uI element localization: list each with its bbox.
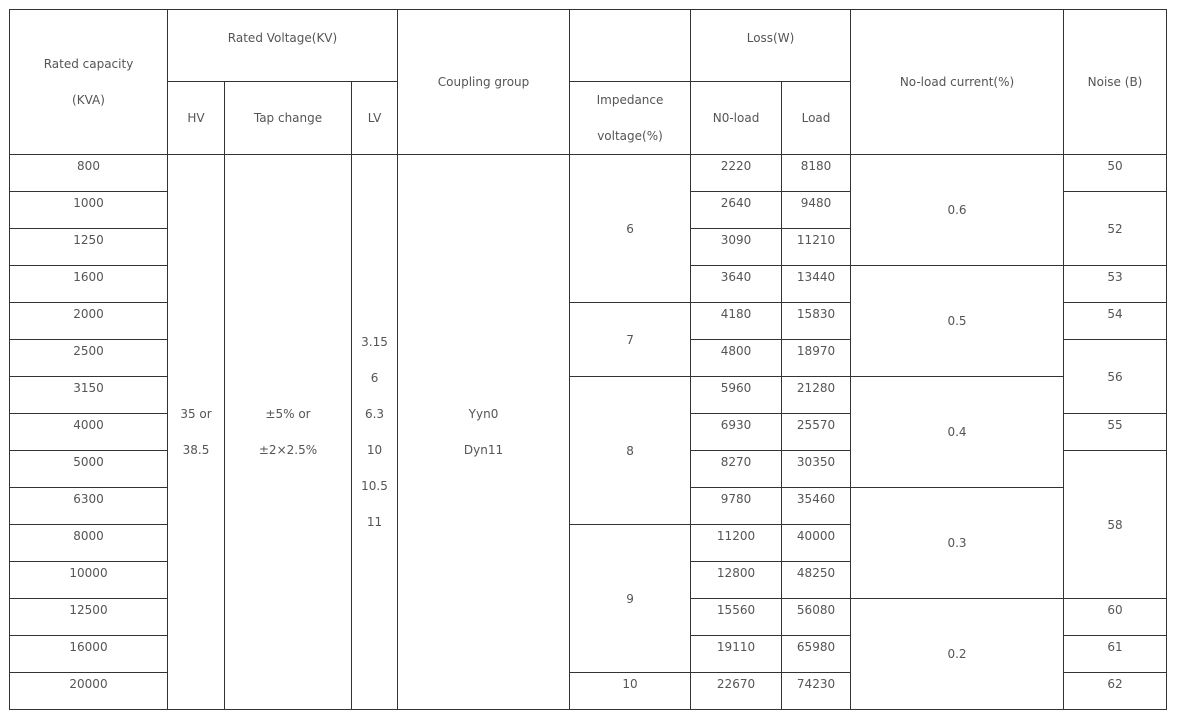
- tap-change-cell: ±5% or ±2×2.5%: [225, 155, 352, 710]
- capacity-cell: 12500: [10, 599, 168, 636]
- load-loss-cell: 48250: [782, 562, 851, 599]
- noise-cell: 58: [1064, 451, 1167, 599]
- header-loss: Loss(W): [691, 10, 851, 82]
- load-loss-cell: 13440: [782, 266, 851, 303]
- load-loss-cell: 74230: [782, 673, 851, 710]
- header-coupling-group: Coupling group: [398, 10, 570, 155]
- load-loss-cell: 25570: [782, 414, 851, 451]
- load-loss-cell: 30350: [782, 451, 851, 488]
- noise-cell: 56: [1064, 340, 1167, 414]
- no-load-current-cell: 0.6: [851, 155, 1064, 266]
- header-hv: HV: [168, 82, 225, 155]
- load-loss-cell: 8180: [782, 155, 851, 192]
- no-load-loss-cell: 3640: [691, 266, 782, 303]
- no-load-current-cell: 0.2: [851, 599, 1064, 710]
- load-loss-cell: 15830: [782, 303, 851, 340]
- noise-cell: 53: [1064, 266, 1167, 303]
- load-loss-cell: 18970: [782, 340, 851, 377]
- load-loss-cell: 65980: [782, 636, 851, 673]
- capacity-cell: 2500: [10, 340, 168, 377]
- load-loss-cell: 56080: [782, 599, 851, 636]
- header-noise: Noise (B): [1064, 10, 1167, 155]
- no-load-loss-cell: 11200: [691, 525, 782, 562]
- hv-cell: 35 or 38.5: [168, 155, 225, 710]
- capacity-cell: 1250: [10, 229, 168, 266]
- no-load-loss-cell: 6930: [691, 414, 782, 451]
- header-no-load-loss: N0-load: [691, 82, 782, 155]
- load-loss-cell: 11210: [782, 229, 851, 266]
- header-load-loss: Load: [782, 82, 851, 155]
- noise-cell: 61: [1064, 636, 1167, 673]
- no-load-loss-cell: 5960: [691, 377, 782, 414]
- capacity-cell: 1600: [10, 266, 168, 303]
- capacity-cell: 4000: [10, 414, 168, 451]
- no-load-loss-cell: 22670: [691, 673, 782, 710]
- no-load-loss-cell: 4800: [691, 340, 782, 377]
- impedance-cell: 7: [570, 303, 691, 377]
- capacity-cell: 800: [10, 155, 168, 192]
- header-tap-change: Tap change: [225, 82, 352, 155]
- capacity-cell: 3150: [10, 377, 168, 414]
- header-impedance-voltage: Impedance voltage(%): [570, 82, 691, 155]
- transformer-spec-table: [9, 9, 1167, 710]
- no-load-loss-cell: 2640: [691, 192, 782, 229]
- capacity-cell: 16000: [10, 636, 168, 673]
- impedance-cell: 10: [570, 673, 691, 710]
- coupling-group-cell: Yyn0 Dyn11: [398, 155, 570, 710]
- load-loss-cell: 40000: [782, 525, 851, 562]
- capacity-cell: 2000: [10, 303, 168, 340]
- no-load-loss-cell: 15560: [691, 599, 782, 636]
- no-load-loss-cell: 12800: [691, 562, 782, 599]
- no-load-loss-cell: 2220: [691, 155, 782, 192]
- noise-cell: 50: [1064, 155, 1167, 192]
- header-no-load-current: No-load current(%): [851, 10, 1064, 155]
- noise-cell: 54: [1064, 303, 1167, 340]
- header-rated-voltage: Rated Voltage(KV): [168, 10, 398, 82]
- no-load-loss-cell: 4180: [691, 303, 782, 340]
- header-blank-cell: [570, 10, 691, 82]
- noise-cell: 62: [1064, 673, 1167, 710]
- load-loss-cell: 21280: [782, 377, 851, 414]
- load-loss-cell: 9480: [782, 192, 851, 229]
- header-lv: LV: [352, 82, 398, 155]
- capacity-cell: 6300: [10, 488, 168, 525]
- no-load-loss-cell: 8270: [691, 451, 782, 488]
- load-loss-cell: 35460: [782, 488, 851, 525]
- lv-cell: 3.15 6 6.3 10 10.5 11: [352, 155, 398, 710]
- noise-cell: 60: [1064, 599, 1167, 636]
- capacity-cell: 1000: [10, 192, 168, 229]
- no-load-current-cell: 0.3: [851, 488, 1064, 599]
- capacity-cell: 8000: [10, 525, 168, 562]
- impedance-cell: 8: [570, 377, 691, 525]
- impedance-cell: 9: [570, 525, 691, 673]
- no-load-loss-cell: 3090: [691, 229, 782, 266]
- no-load-current-cell: 0.5: [851, 266, 1064, 377]
- impedance-cell: 6: [570, 155, 691, 303]
- no-load-current-cell: 0.4: [851, 377, 1064, 488]
- header-rated-capacity: Rated capacity (KVA): [10, 10, 168, 155]
- no-load-loss-cell: 9780: [691, 488, 782, 525]
- capacity-cell: 20000: [10, 673, 168, 710]
- noise-cell: 55: [1064, 414, 1167, 451]
- no-load-loss-cell: 19110: [691, 636, 782, 673]
- capacity-cell: 10000: [10, 562, 168, 599]
- noise-cell: 52: [1064, 192, 1167, 266]
- capacity-cell: 5000: [10, 451, 168, 488]
